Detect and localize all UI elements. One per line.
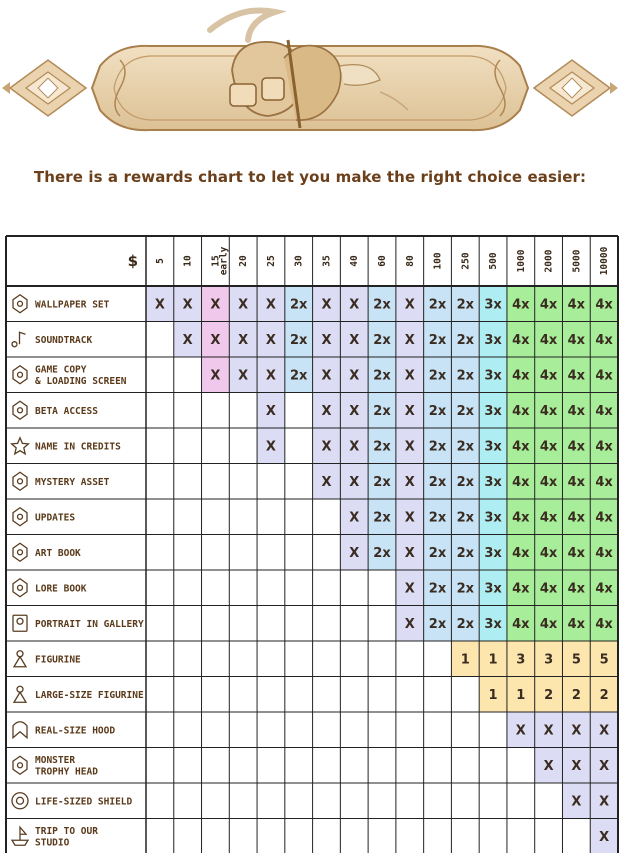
cell-value: 4x — [567, 403, 586, 419]
cell-value: 2x — [456, 474, 475, 490]
cell-value: 4x — [595, 439, 613, 455]
column-header: 1000 — [515, 249, 527, 273]
cell-value: 2x — [456, 581, 475, 597]
cell-value: X — [265, 332, 276, 348]
cell-value: X — [599, 758, 610, 774]
cell-value: 4x — [512, 581, 530, 597]
cell-value: X — [265, 368, 276, 384]
cell-value: X — [543, 758, 554, 774]
cell-value: X — [404, 297, 415, 313]
row-label: MONSTER — [35, 755, 76, 766]
row-label: FIGURINE — [35, 654, 81, 666]
cell-value: 2x — [373, 474, 391, 490]
cell-value: 2x — [428, 616, 447, 632]
shield-icon — [12, 793, 28, 809]
cell-value: 2x — [428, 581, 447, 597]
cell-value: 5 — [599, 652, 609, 668]
row-label: NAME IN CREDITS — [35, 441, 121, 453]
column-header: 80 — [404, 255, 416, 267]
row-label: SOUNDTRACK — [35, 334, 93, 346]
cell-value: 3x — [484, 332, 502, 348]
cell-value: 2x — [428, 474, 447, 490]
cell-value: 4x — [567, 545, 586, 561]
cell-value: 4x — [567, 332, 586, 348]
cell-value: 1 — [460, 652, 470, 668]
cell-value: 2x — [456, 332, 475, 348]
cell-value: 3x — [484, 474, 502, 490]
figurine-icon — [14, 651, 26, 667]
cell-value: 4x — [539, 439, 558, 455]
cell-value: 4x — [595, 474, 613, 490]
hood-icon — [13, 722, 27, 738]
cell-value: 2x — [456, 297, 475, 313]
cell-value: 4x — [539, 581, 558, 597]
cell-value: 4x — [595, 368, 613, 384]
row-label: TROPHY HEAD — [35, 766, 98, 778]
cell-value: X — [349, 297, 360, 313]
cell-value: 2x — [456, 545, 475, 561]
cell-value: 3x — [484, 510, 502, 526]
cell-value: 2x — [373, 297, 391, 313]
cell-value: 2x — [289, 368, 308, 384]
cell-value: 4x — [539, 403, 558, 419]
lore-book-icon — [13, 579, 27, 597]
cell-value: 4x — [595, 510, 613, 526]
cell-value: 4x — [512, 474, 530, 490]
column-header: 10000 — [599, 246, 611, 276]
cell-value: 2x — [428, 545, 447, 561]
art-book-icon — [13, 543, 27, 561]
row-label: PORTRAIT IN GALLERY — [35, 618, 144, 630]
cell-value: 4x — [539, 368, 558, 384]
cell-value: X — [515, 723, 526, 739]
cell-value: 2 — [544, 687, 554, 703]
row-label: LARGE-SIZE FIGURINE — [35, 689, 144, 701]
cell-value: 5 — [571, 652, 581, 668]
mystery-asset-icon — [13, 472, 27, 490]
cell-value: 2x — [373, 545, 391, 561]
cell-value: 2x — [373, 510, 391, 526]
cell-value: X — [321, 474, 332, 490]
cell-value: 4x — [512, 368, 530, 384]
cell-value: X — [404, 332, 415, 348]
wallpaper-icon — [13, 295, 27, 313]
cell-value: 4x — [567, 474, 586, 490]
row-label: LIFE-SIZED SHIELD — [35, 796, 133, 808]
cell-value: 2x — [456, 510, 475, 526]
cell-value: X — [210, 297, 221, 313]
column-header: 5000 — [571, 249, 583, 273]
cell-value: 4x — [595, 545, 613, 561]
cell-value: X — [349, 368, 360, 384]
cell-value: 1 — [488, 687, 498, 703]
cell-value: 4x — [539, 474, 558, 490]
cell-value: 2x — [289, 332, 308, 348]
cell-value: 3x — [484, 545, 502, 561]
cell-value: 2x — [456, 403, 475, 419]
monster-head-icon — [13, 756, 27, 774]
cell-value: X — [543, 723, 554, 739]
cell-value: X — [599, 829, 610, 845]
column-header: 500 — [488, 252, 500, 270]
cell-value: X — [265, 439, 276, 455]
cell-value: 2x — [373, 439, 391, 455]
cell-value: 4x — [595, 332, 613, 348]
cell-value: X — [265, 403, 276, 419]
row-label: & LOADING SCREEN — [35, 376, 127, 387]
cell-value: X — [349, 332, 360, 348]
cell-value: X — [349, 474, 360, 490]
cell-value: X — [404, 581, 415, 597]
cell-value: X — [349, 545, 360, 561]
currency-label: $ — [127, 252, 138, 270]
cell-value: 2x — [428, 439, 447, 455]
cell-value: 4x — [539, 297, 558, 313]
cell-value: 2x — [456, 368, 475, 384]
cell-value: 4x — [567, 368, 586, 384]
cell-value: X — [321, 297, 332, 313]
cell-value: 4x — [595, 403, 613, 419]
cell-value: X — [404, 474, 415, 490]
row-label: GAME COPY — [35, 364, 87, 376]
cell-value: X — [321, 332, 332, 348]
cell-value: X — [571, 723, 582, 739]
cell-value: X — [321, 403, 332, 419]
cell-value: 3x — [484, 439, 502, 455]
column-header: 10 — [182, 255, 194, 267]
row-label: ART BOOK — [35, 547, 81, 559]
cell-value: X — [321, 368, 332, 384]
cell-value: X — [210, 332, 221, 348]
cell-value: X — [349, 510, 360, 526]
row-label: WALLPAPER SET — [35, 299, 110, 311]
cell-value: 1 — [516, 687, 526, 703]
cell-value: 2x — [373, 368, 391, 384]
column-header: 20 — [238, 255, 250, 267]
row-label: STUDIO — [35, 837, 70, 849]
cell-value: X — [321, 439, 332, 455]
column-header: 15 — [210, 255, 222, 267]
column-header: 40 — [349, 255, 361, 267]
cell-value: 3 — [516, 652, 526, 668]
cell-value: 4x — [512, 510, 530, 526]
cell-value: X — [599, 794, 610, 810]
cell-value: 2x — [456, 616, 475, 632]
cell-value: X — [349, 439, 360, 455]
music-note-icon — [12, 332, 25, 346]
column-header: 100 — [432, 252, 444, 270]
cell-value: 2x — [428, 403, 447, 419]
cell-value: 2 — [571, 687, 581, 703]
cell-value: 3x — [484, 616, 502, 632]
cell-value: 4x — [595, 616, 613, 632]
cell-value: 4x — [539, 616, 558, 632]
row-label: BETA ACCESS — [35, 405, 98, 417]
column-header: 25 — [265, 255, 277, 267]
cell-value: 4x — [512, 439, 530, 455]
cell-value: 4x — [567, 616, 586, 632]
row-label: TRIP TO OUR — [35, 826, 98, 837]
row-label: REAL-SIZE HOOD — [35, 725, 116, 737]
cell-value: 2x — [428, 368, 447, 384]
cell-value: 4x — [512, 403, 530, 419]
cell-value: 4x — [512, 332, 530, 348]
column-header: 30 — [293, 255, 305, 267]
column-header: 35 — [321, 255, 333, 267]
cell-value: X — [349, 403, 360, 419]
cell-value: 4x — [512, 545, 530, 561]
cell-value: 4x — [595, 297, 613, 313]
beta-icon — [13, 401, 27, 419]
cell-value: X — [571, 794, 582, 810]
cell-value: 2x — [289, 297, 308, 313]
column-header-sub: early — [218, 246, 230, 276]
cell-value: X — [154, 297, 165, 313]
game-copy-icon — [13, 366, 27, 384]
cell-value: 4x — [567, 510, 586, 526]
cell-value: 3x — [484, 297, 502, 313]
cell-value: X — [238, 368, 249, 384]
updates-icon — [13, 508, 27, 526]
cell-value: X — [265, 297, 276, 313]
intro-text: There is a rewards chart to let you make the right choice easier: — [33, 168, 587, 186]
cell-value: X — [238, 332, 249, 348]
column-header: 250 — [460, 252, 472, 270]
cell-value: X — [571, 758, 582, 774]
cell-value: X — [404, 616, 415, 632]
cell-value: 1 — [488, 652, 498, 668]
large-figurine-icon — [14, 686, 26, 702]
cell-value: 4x — [567, 581, 586, 597]
cell-value: X — [238, 297, 249, 313]
cell-value: X — [404, 545, 415, 561]
cell-value: 4x — [539, 545, 558, 561]
cell-value: 2x — [428, 510, 447, 526]
cell-value: 3x — [484, 368, 502, 384]
cell-value: X — [404, 368, 415, 384]
cell-value: X — [404, 439, 415, 455]
row-label: MYSTERY ASSET — [35, 476, 110, 488]
row-label: UPDATES — [35, 512, 76, 524]
cell-value: 4x — [567, 297, 586, 313]
cell-value: X — [404, 510, 415, 526]
cell-value: 2x — [456, 439, 475, 455]
cell-value: X — [182, 297, 193, 313]
cell-value: 4x — [567, 439, 586, 455]
cell-value: 4x — [595, 581, 613, 597]
cell-value: 2x — [428, 297, 447, 313]
cell-value: 4x — [512, 297, 530, 313]
cell-value: X — [182, 332, 193, 348]
cell-value: 2x — [373, 403, 391, 419]
cell-value: 2x — [373, 332, 391, 348]
cell-value: 3x — [484, 581, 502, 597]
column-header: 2000 — [543, 249, 555, 273]
cell-value: 4x — [539, 332, 558, 348]
cell-value: X — [599, 723, 610, 739]
cell-value: 4x — [512, 616, 530, 632]
cell-value: X — [404, 403, 415, 419]
cell-value: 4x — [539, 510, 558, 526]
ship-icon — [12, 827, 28, 845]
cell-value: 2 — [599, 687, 609, 703]
row-label: LORE BOOK — [35, 583, 87, 595]
cell-value: 2x — [428, 332, 447, 348]
portrait-icon — [13, 615, 27, 631]
star-icon — [12, 438, 29, 454]
cell-value: 3 — [544, 652, 554, 668]
column-header: 5 — [154, 258, 166, 264]
cell-value: 3x — [484, 403, 502, 419]
column-header: 60 — [377, 255, 388, 267]
cell-value: X — [210, 368, 221, 384]
